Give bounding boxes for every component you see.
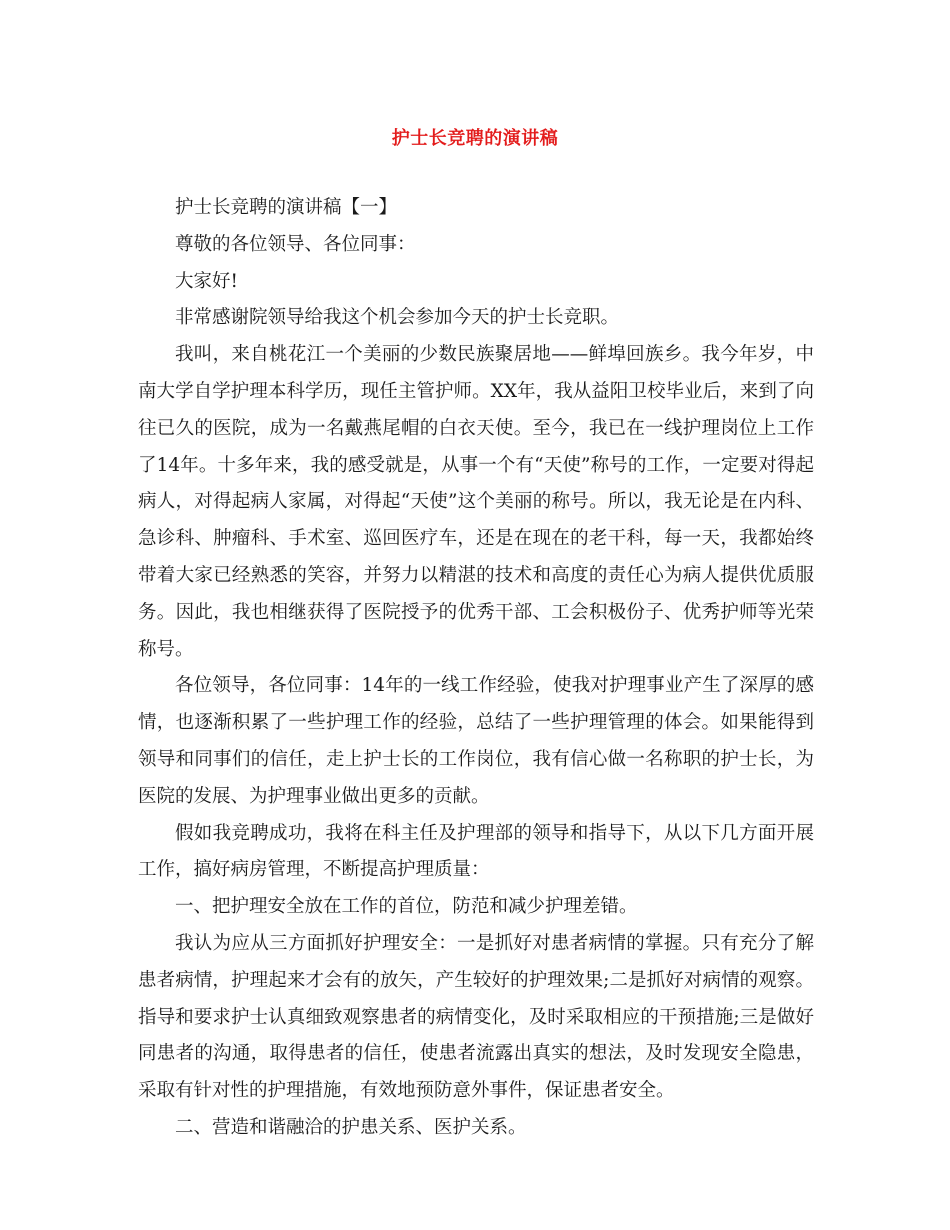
document-body [138, 190, 814, 1147]
paragraph: 大家好! [175, 270, 238, 292]
paragraph: 假如我竞聘成功，我将在科主任及护理部的领导和指导下，从以下几方面开展工作，搞好病房管理，不断提高护理质量： [138, 822, 814, 881]
paragraph: 护士长竞聘的演讲稿【一】 [175, 197, 398, 218]
paragraph: 非常感谢院领导给我这个机会参加今天的护士长竞职。 [175, 307, 620, 329]
paragraph: 尊敬的各位领导、各位同事： [175, 233, 416, 255]
paragraph: 二、营造和谐融洽的护患关系、医护关系。 [175, 1116, 527, 1138]
paragraph: 我叫，来自桃花江一个美丽的少数民族聚居地——鲜埠回族乡。我今年岁，中南大学自学护理本科学历，现任主管护师。XX年，我从益阳卫校毕业后，来到了向往已久的医院，成为一名戴燕尾帽的白衣天使。至今，我已在一线护理岗位上工作了14年。十多年来，我的感受就是，从事一个有“天使”称号的工作，一定要对得起病人，对得起病人家属，对得起“天使”这个美丽的称号。所以，我无论是在内科、急诊科、肿瘤科、手术室、巡回医疗车，还是在现在的老干科，每一天，我都始终带着大家已经熟悉的笑容，并努力以精湛的技术和高度的责任心为病人提供优质服务。因此，我也相继获得了医院授予的优秀干部、工会积极份子、优秀护师等光荣称号。 [138, 344, 814, 660]
paragraph: 我认为应从三方面抓好护理安全：一是抓好对患者病情的掌握。只有充分了解患者病情，护理起来才会有的放矢，产生较好的护理效果;二是抓好对病情的观察。指导和要求护士认真细致观察患者的病情变化，及时采取相应的干预措施;三是做好同患者的沟通，取得患者的信任，使患者流露出真实的想法，及时发现安全隐患，采取有针对性的护理措施，有效地预防意外事件，保证患者安全。 [138, 932, 814, 1102]
paragraph: 一、把护理安全放在工作的首位，防范和减少护理差错。 [175, 896, 638, 918]
paragraph: 各位领导，各位同事：14年的一线工作经验，使我对护理事业产生了深厚的感情，也逐渐积累了一些护理工作的经验，总结了一些护理管理的体会。如果能得到领导和同事们的信任，走上护士长的工作岗位，我有信心做一名称职的护士长，为医院的发展、为护理事业做出更多的贡献。 [138, 675, 814, 807]
document-title: 护士长竞聘的演讲稿 [391, 128, 559, 149]
